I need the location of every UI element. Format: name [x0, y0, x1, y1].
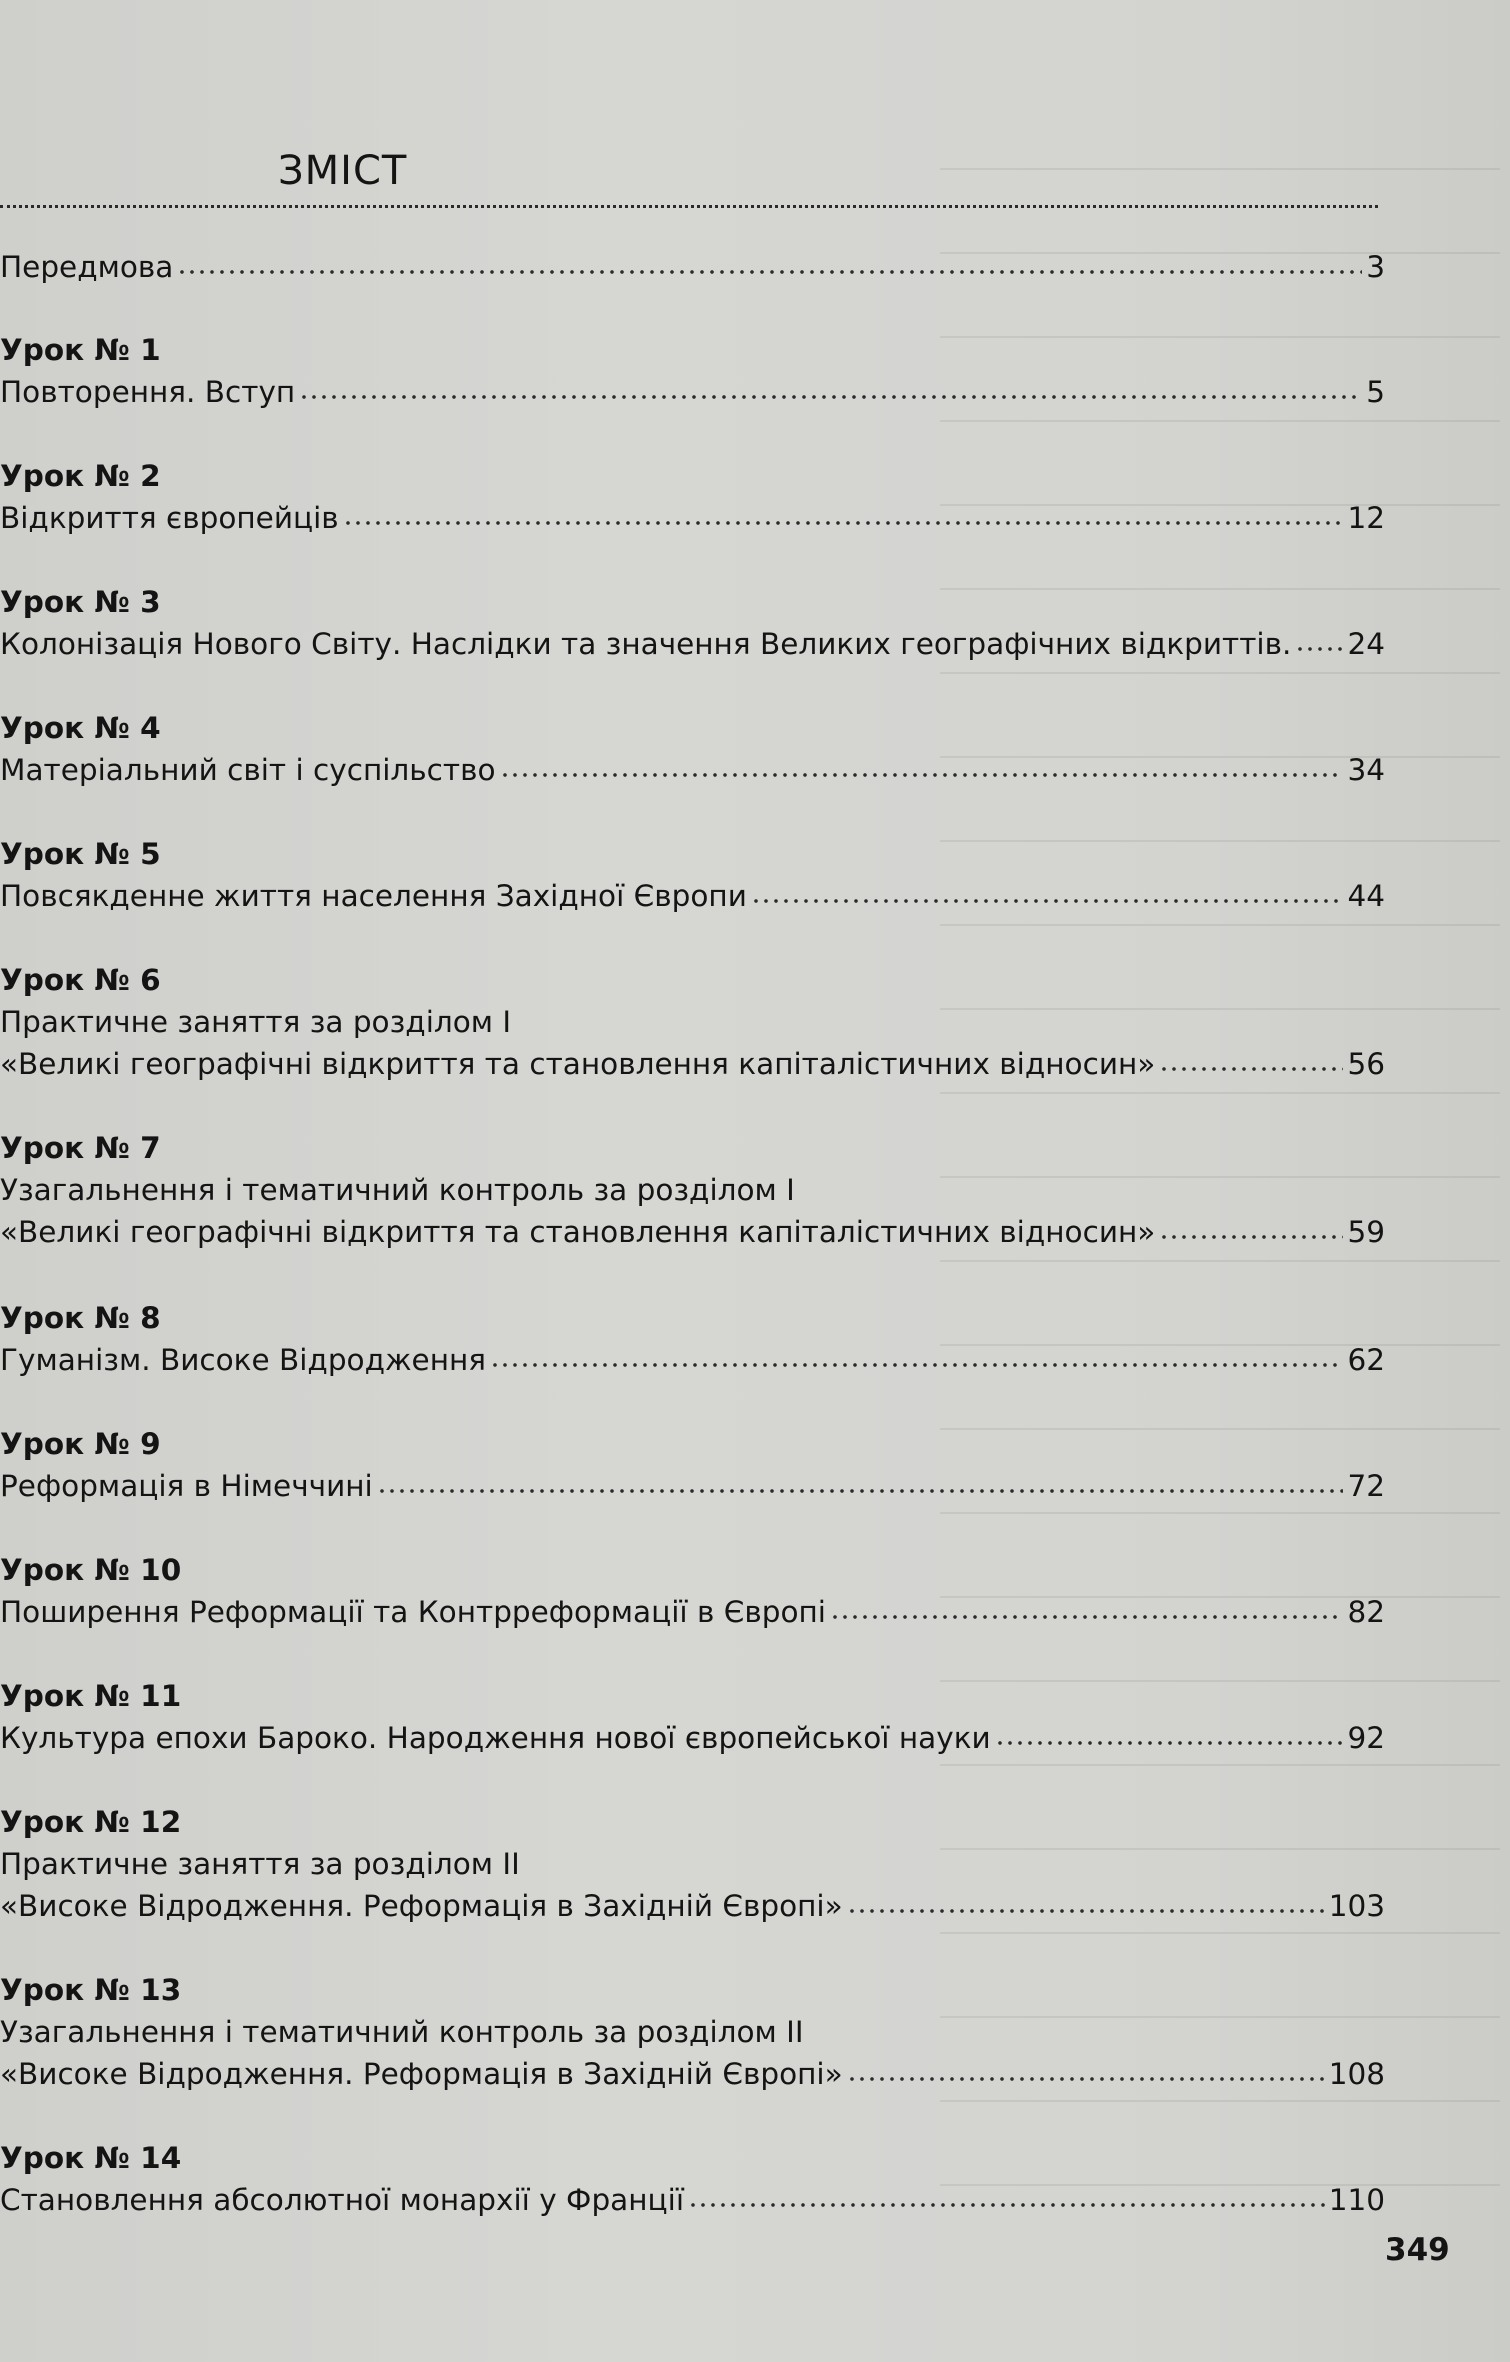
lesson-heading: Урок № 13: [0, 1973, 182, 2007]
entry-page-number: 92: [1347, 1721, 1385, 1755]
entry-title: Реформація в Німеччині: [0, 1469, 373, 1503]
lesson-heading: Урок № 4: [0, 711, 161, 745]
show-through-text: [940, 130, 1500, 2260]
lesson-heading: Урок № 9: [0, 1427, 161, 1461]
toc-entry: [0, 1886, 1385, 1926]
toc-entry: [0, 247, 1385, 287]
dot-leader: [688, 2200, 1325, 2210]
entry-page-number: 56: [1347, 1047, 1385, 1081]
entry-page-number: 108: [1328, 2057, 1385, 2091]
dot-leader: [343, 518, 1344, 528]
entry-title: Становлення абсолютної монархії у Франції: [0, 2183, 685, 2217]
entry-page-number: 72: [1347, 1469, 1385, 1503]
dot-leader: [830, 1612, 1343, 1622]
entry-title: Колонізація Нового Світу. Наслідки та значення Великих географічних відкриттів.: [0, 627, 1292, 661]
lesson-heading: Урок № 11: [0, 1679, 182, 1713]
toc-entry: [0, 1718, 1385, 1758]
toc-entry: [0, 876, 1385, 916]
toc-entry: [0, 750, 1385, 790]
toc-entry: [0, 1212, 1385, 1252]
entry-title: «Високе Відродження. Реформація в Західній Європі»: [0, 2057, 843, 2091]
lesson-heading: Урок № 12: [0, 1805, 182, 1839]
lesson-heading: Урок № 8: [0, 1301, 161, 1335]
entry-title: «Високе Відродження. Реформація в Західній Європі»: [0, 1889, 843, 1923]
dot-leader: [177, 267, 1362, 277]
entry-subtitle: Практичне заняття за розділом І: [0, 1005, 512, 1039]
toc-entry: [0, 624, 1385, 664]
entry-page-number: 3: [1366, 250, 1385, 284]
entry-page-number: 59: [1347, 1215, 1385, 1249]
toc-entry: [0, 2054, 1385, 2094]
entry-title: Матеріальний світ і суспільство: [0, 753, 496, 787]
toc-entry: [0, 498, 1385, 538]
entry-title: Культура епохи Бароко. Народження нової європейської науки: [0, 1721, 991, 1755]
dot-leader: [751, 896, 1344, 906]
dot-leader: [500, 770, 1344, 780]
page-title: ЗМІСТ: [278, 148, 408, 194]
toc-entry: [0, 1466, 1385, 1506]
dot-leader: [847, 2074, 1325, 2084]
entry-page-number: 62: [1347, 1343, 1385, 1377]
title-dotted-rule: [0, 205, 1378, 208]
entry-title: Повсякденне життя населення Західної Європи: [0, 879, 747, 913]
entry-page-number: 12: [1347, 501, 1385, 535]
entry-title: Повторення. Вступ: [0, 375, 296, 409]
entry-page-number: 24: [1347, 627, 1385, 661]
entry-page-number: 103: [1328, 1889, 1385, 1923]
dot-leader: [1159, 1232, 1343, 1242]
dot-leader: [377, 1486, 1344, 1496]
entry-subtitle: Узагальнення і тематичний контроль за розділом ІІ: [0, 2015, 804, 2049]
lesson-heading: Урок № 14: [0, 2141, 182, 2175]
entry-page-number: 82: [1347, 1595, 1385, 1629]
entry-title: Передмова: [0, 250, 174, 284]
dot-leader: [490, 1360, 1343, 1370]
lesson-heading: Урок № 7: [0, 1131, 161, 1165]
dot-leader: [847, 1906, 1325, 1916]
entry-title: Відкриття європейців: [0, 501, 339, 535]
toc-entry: [0, 2180, 1385, 2220]
entry-page-number: 5: [1366, 375, 1385, 409]
entry-title: Гуманізм. Високе Відродження: [0, 1343, 487, 1377]
entry-page-number: 34: [1347, 753, 1385, 787]
entry-page-number: 44: [1347, 879, 1385, 913]
lesson-heading: Урок № 2: [0, 459, 161, 493]
toc-entry: [0, 1340, 1385, 1380]
toc-entry: [0, 1592, 1385, 1632]
entry-title: «Великі географічні відкриття та становлення капіталістичних відносин»: [0, 1047, 1156, 1081]
page-number: 349: [1385, 2232, 1450, 2268]
dot-leader: [299, 392, 1362, 402]
toc-entry: [0, 1044, 1385, 1084]
entry-subtitle: Практичне заняття за розділом ІІ: [0, 1847, 520, 1881]
toc-entry: [0, 372, 1385, 412]
entry-title: «Великі географічні відкриття та становлення капіталістичних відносин»: [0, 1215, 1156, 1249]
dot-leader: [995, 1738, 1344, 1748]
dot-leader: [1159, 1064, 1343, 1074]
entry-title: Поширення Реформації та Контрреформації в Європі: [0, 1595, 826, 1629]
dot-leader: [1295, 644, 1343, 654]
lesson-heading: Урок № 3: [0, 585, 161, 619]
lesson-heading: Урок № 10: [0, 1553, 182, 1587]
lesson-heading: Урок № 6: [0, 963, 161, 997]
lesson-heading: Урок № 5: [0, 837, 161, 871]
lesson-heading: Урок № 1: [0, 333, 161, 367]
entry-subtitle: Узагальнення і тематичний контроль за розділом І: [0, 1173, 795, 1207]
entry-page-number: 110: [1328, 2183, 1385, 2217]
